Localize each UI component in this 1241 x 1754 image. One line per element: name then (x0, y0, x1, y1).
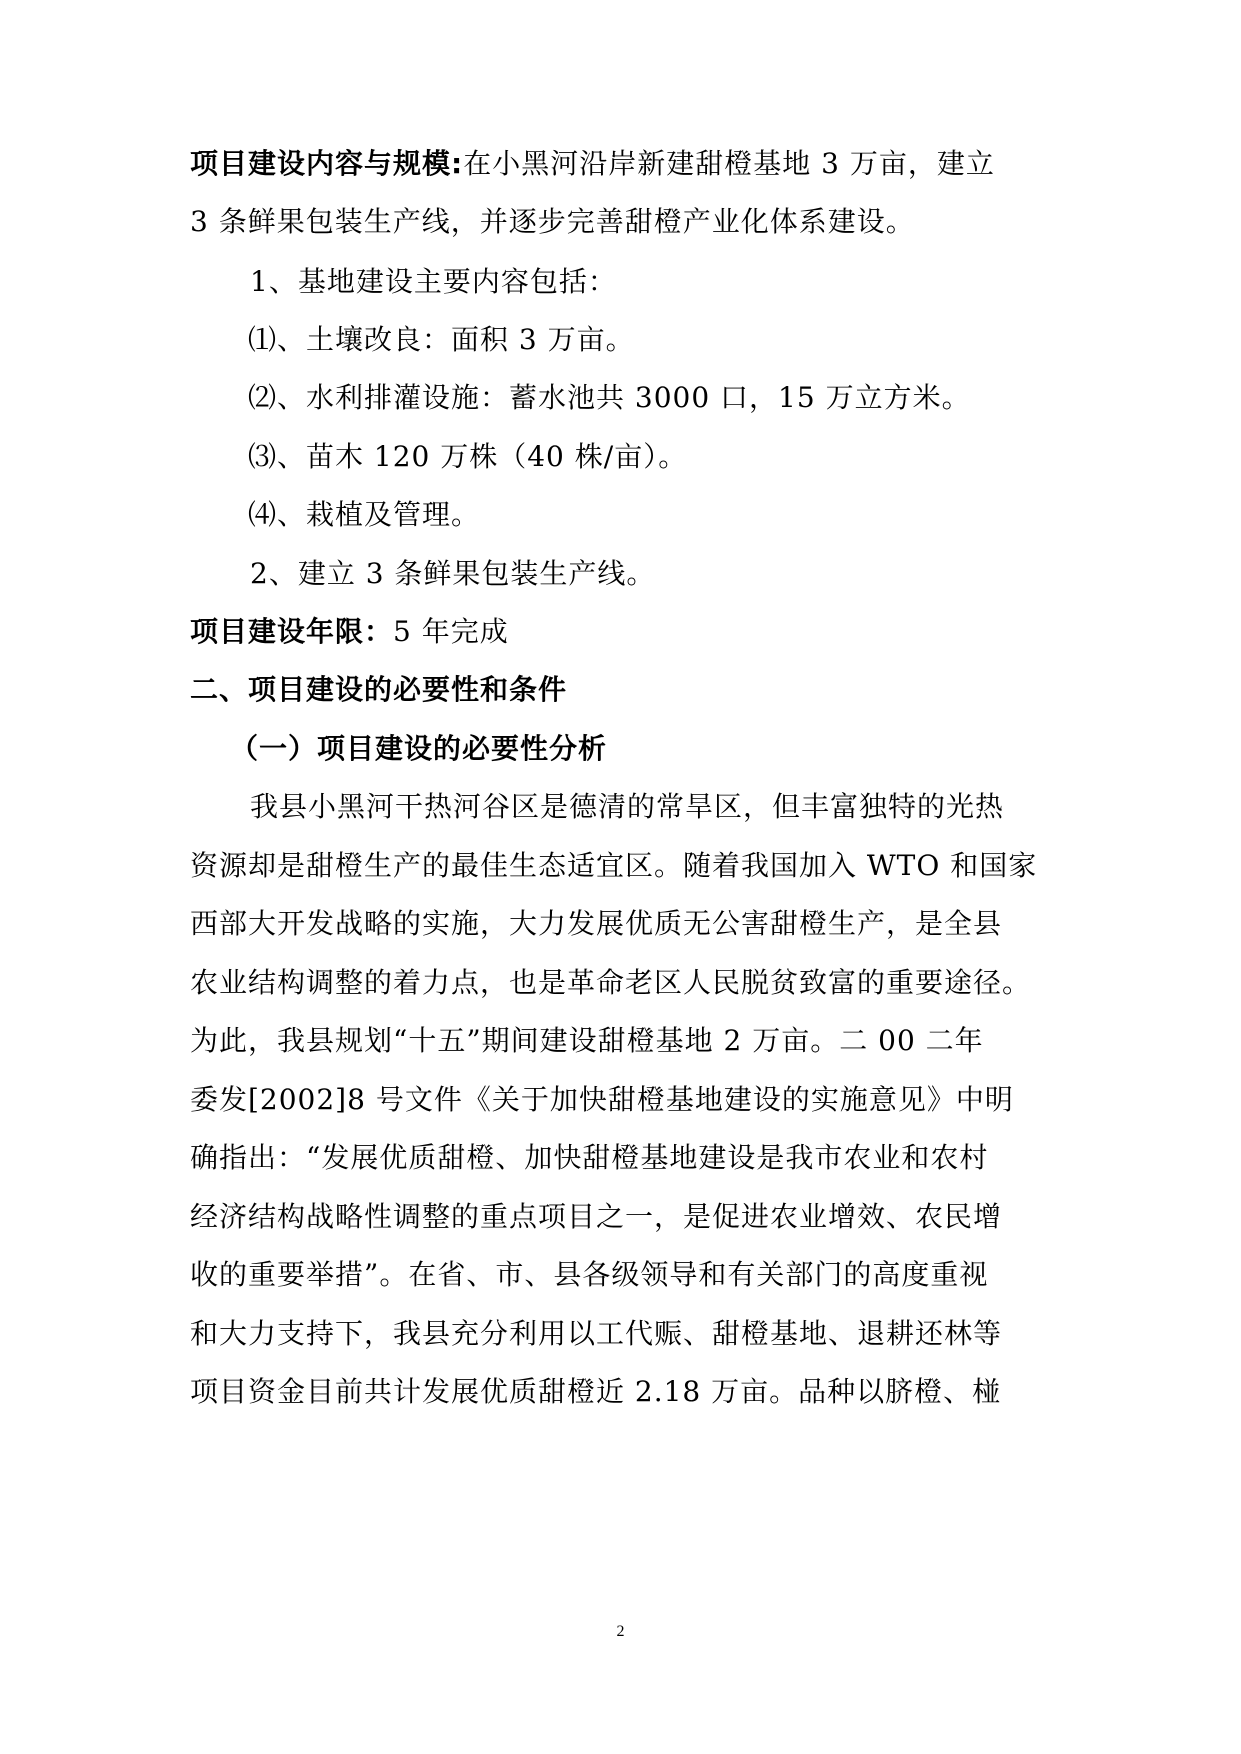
paragraph-line: 和大力支持下，我县充分利用以工代赈、甜橙基地、退耕还林等 (190, 1317, 1003, 1350)
item-1: 1、基地建设主要内容包括： (250, 265, 617, 298)
sub-item-4: ⑷、栽植及管理。 (248, 498, 481, 531)
item-2: 2、建立 3 条鲜果包装生产线。 (250, 557, 656, 590)
paragraph-line: 经济结构战略性调整的重点项目之一，是促进农业增效、农民增 (190, 1200, 1003, 1233)
section-heading: 二、项目建设的必要性和条件 (190, 673, 568, 706)
scale-line-1 (190, 144, 1060, 184)
paragraph-line: 农业结构调整的着力点，也是革命老区人民脱贫致富的重要途径。 (190, 966, 1032, 999)
paragraph-line: 收的重要举措”。在省、市、县各级领导和有关部门的高度重视 (190, 1258, 989, 1291)
scale-text-1: 在小黑河沿岸新建甜橙基地 3 万亩，建立 (463, 147, 995, 180)
sub-item-1: ⑴、土壤改良：面积 3 万亩。 (248, 323, 635, 356)
paragraph-line: 资源却是甜橙生产的最佳生态适宜区。随着我国加入 WTO 和国家 (190, 849, 1038, 882)
sub-item-3: ⑶、苗木 120 万株（40 株/亩）。 (248, 440, 688, 473)
section-subheading: （一）项目建设的必要性分析 (230, 732, 608, 765)
sub-item-2: ⑵、水利排灌设施：蓄水池共 3000 口，15 万立方米。 (248, 381, 971, 414)
paragraph-line: 西部大开发战略的实施，大力发展优质无公害甜橙生产，是全县 (190, 907, 1003, 940)
paragraph-line: 为此，我县规划“十五”期间建设甜橙基地 2 万亩。二 00 二年 (190, 1024, 984, 1057)
period-line (190, 612, 1060, 652)
period-label: 项目建设年限： (190, 615, 394, 648)
paragraph-line: 委发[2002]8 号文件《关于加快甜橙基地建设的实施意见》中明 (190, 1083, 1014, 1116)
paragraph-line: 我县小黑河干热河谷区是德清的常旱区，但丰富独特的光热 (250, 790, 1005, 823)
period-value: 5 年完成 (393, 615, 509, 648)
scale-label: 项目建设内容与规模: (190, 147, 464, 180)
scale-line-2: 3 条鲜果包装生产线，并逐步完善甜橙产业化体系建设。 (190, 205, 915, 238)
paragraph-line: 确指出：“发展优质甜橙、加快甜橙基地建设是我市农业和农村 (190, 1141, 989, 1174)
paragraph-line: 项目资金目前共计发展优质甜橙近 2.18 万亩。品种以脐橙、椪 (190, 1375, 1002, 1408)
page-number: 2 (616, 1623, 625, 1640)
